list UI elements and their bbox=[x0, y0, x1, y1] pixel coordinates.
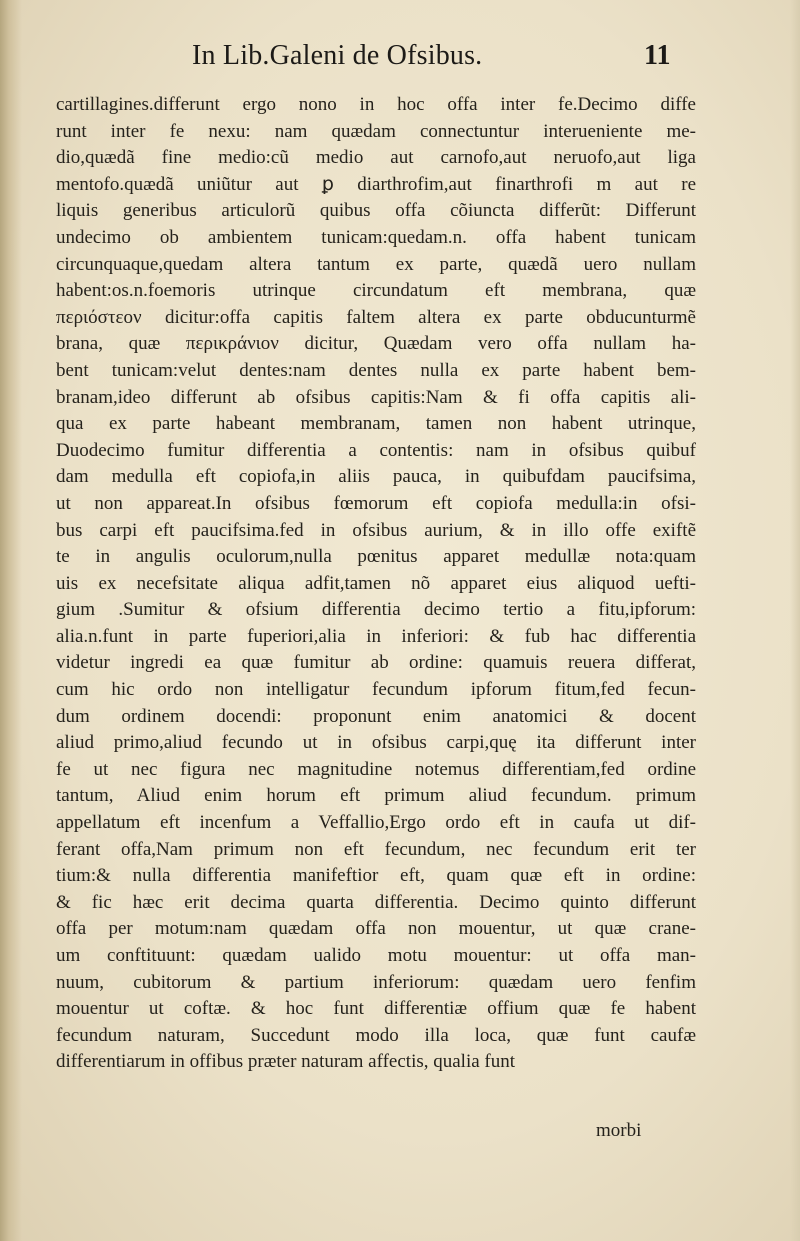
text-line: branam,ideo differunt ab ofsibus capitis:Nam & fi offa capitis ali- bbox=[56, 386, 696, 408]
text-line: nuum, cubitorum & partium inferiorum: quædam uero fenfim bbox=[56, 971, 696, 993]
text-line: ferant offa,Nam primum non eft fecundum, nec fecundum erit ter bbox=[56, 838, 696, 860]
text-line: circunquaque,quedam altera tantum ex parte, quædã uero nullam bbox=[56, 253, 696, 275]
text-line: videtur ingredi ea quæ fumitur ab ordine: quamuis reuera differat, bbox=[56, 652, 696, 674]
text-line: um conftituunt: quædam ualido motu mouentur: ut offa man- bbox=[56, 945, 696, 966]
text-line: ut non appareat.In ofsibus fœmorum eft copiofa medulla:in ofsi- bbox=[56, 492, 696, 514]
text-line: fecundum naturam, Succedunt modo illa loca, quæ funt caufæ bbox=[56, 1024, 696, 1046]
page-number: 11 bbox=[644, 40, 671, 71]
text-line: tantum, Aliud enim horum eft primum aliud fecundum. primum bbox=[56, 785, 696, 807]
text-line: mentofo.quædã uniũtur aut ꝑ diarthrofim,aut finarthrofi m aut re bbox=[56, 173, 696, 195]
text-line: runt inter fe nexu: nam quædam connectuntur interueniente me- bbox=[56, 120, 696, 142]
running-title: In Lib.Galeni de Ofsibus. bbox=[192, 40, 483, 71]
text-line: appellatum eft incenfum a Veffallio,Ergo ordo eft in caufa ut dif- bbox=[56, 812, 696, 834]
gutter-shadow bbox=[0, 0, 22, 1241]
text-line: brana, quæ περικράνιον dicitur, Quædam vero offa nullam ha- bbox=[56, 333, 696, 355]
text-line: dio,quædã fine medio:cũ medio aut carnofo,aut neruofo,aut liga bbox=[56, 147, 696, 169]
text-line: bus carpi eft paucifsima.fed in ofsibus aurium, & in illo offe exiftẽ bbox=[56, 519, 696, 541]
text-line: & fic hæc erit decima quarta differentia. Decimo quinto differunt bbox=[56, 891, 696, 913]
text-line: fe ut nec figura nec magnitudine notemus differentiam,fed ordine bbox=[56, 758, 696, 780]
text-line: aliud primo,aliud fecundo ut in ofsibus carpi,quę ita differunt inter bbox=[56, 732, 696, 754]
text-line: te in angulis oculorum,nulla pœnitus apparet medullæ nota:quam bbox=[56, 546, 696, 568]
text-line: gium .Sumitur & ofsium differentia decimo tertio a fitu,ipforum: bbox=[56, 599, 696, 621]
text-line: mouentur ut coftæ. & hoc funt differentiæ offium quæ fe habent bbox=[56, 998, 696, 1020]
text-line: dum ordinem docendi: proponunt enim anatomici & docent bbox=[56, 705, 696, 727]
body-text bbox=[56, 92, 696, 1076]
text-line: tium:& nulla differentia manifeftior eft, quam quæ eft in ordine: bbox=[56, 865, 696, 887]
text-line: cum hic ordo non intelligatur fecundum ipforum fitum,fed fecun- bbox=[56, 679, 696, 701]
text-line: cartillagines.differunt ergo nono in hoc offa inter fe.Decimo diffe bbox=[56, 94, 696, 115]
text-line: differentiarum in offibus præter naturam affectis, qualia funt bbox=[56, 1051, 516, 1073]
text-line: περιόστεον dicitur:offa capitis faltem altera ex parte obducunturmẽ bbox=[56, 306, 696, 328]
text-line: bent tunicam:velut dentes:nam dentes nulla ex parte habent bem- bbox=[56, 359, 696, 381]
text-line: undecimo ob ambientem tunicam:quedam.n. offa habent tunicam bbox=[56, 226, 696, 248]
catchword: morbi bbox=[596, 1120, 642, 1141]
text-line: dam medulla eft copiofa,in aliis pauca, in quibufdam paucifsima, bbox=[56, 466, 696, 488]
text-line: qua ex parte habeant membranam, tamen non habent utrinque, bbox=[56, 413, 696, 435]
text-line: liquis generibus articulorũ quibus offa cõiunctа differũt: Differunt bbox=[56, 200, 696, 222]
page-edge bbox=[790, 0, 800, 1241]
text-line: offa per motum:nam quædam offa non mouentur, ut quæ crane- bbox=[56, 918, 696, 940]
text-line: habent:os.n.foemoris utrinque circundatum eft membrana, quæ bbox=[56, 280, 696, 302]
text-line: alia.n.funt in parte fuperiori,alia in inferiori: & fub hac differentia bbox=[56, 625, 696, 647]
text-line: uis ex necefsitate aliqua adfit,tamen nõ apparet eius aliquod uefti- bbox=[56, 572, 696, 594]
text-line: Duodecimo fumitur differentia a contentis: nam in ofsibus quibuf bbox=[56, 439, 696, 461]
